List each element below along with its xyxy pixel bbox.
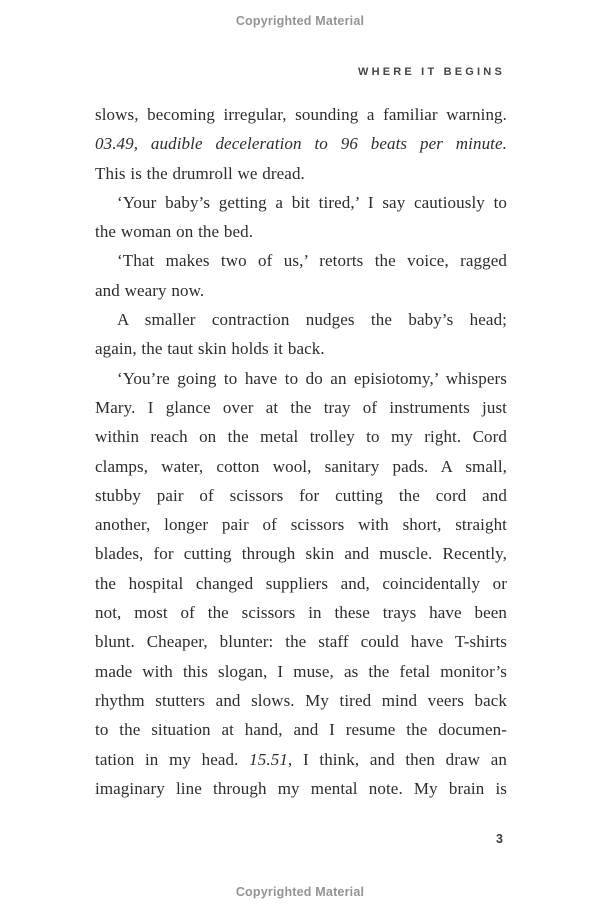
- text-line: [95, 569, 507, 598]
- text-segment: to the situation at hand, and I resume the documen-: [95, 720, 507, 740]
- text-segment: within reach on the metal trolley to my right. Cord: [95, 427, 507, 447]
- text-line: [95, 539, 507, 568]
- body-text: [95, 100, 507, 803]
- text-line: [95, 129, 507, 158]
- text-line: [95, 334, 507, 363]
- running-header: WHERE IT BEGINS: [357, 66, 505, 78]
- text-segment: slows, becoming irregular, sounding a familiar warning.: [95, 105, 507, 124]
- text-segment: not, most of the scissors in these trays have been: [95, 603, 507, 623]
- text-segment: blunt. Cheaper, blunter: the staff could have T-shirts: [95, 632, 507, 652]
- text-line: [95, 715, 507, 744]
- text-segment: imaginary line through my mental note. My brain is: [95, 778, 507, 798]
- text-segment: rhythm stutters and slows. My tired mind veers back: [95, 690, 507, 710]
- text-segment: ‘That makes two of us,’ retorts the voice, ragged: [117, 251, 507, 271]
- italic-text-segment: 03.49, audible deceleration to 96 beats per minute.: [95, 134, 507, 154]
- text-segment: tation in my head.: [95, 749, 250, 769]
- text-segment: , I think, and then draw an: [287, 749, 507, 769]
- text-line: [95, 774, 507, 803]
- text-line: [95, 452, 507, 481]
- text-line: [95, 159, 507, 188]
- text-line: [95, 100, 507, 129]
- text-line: [95, 246, 507, 275]
- text-segment: blades, for cutting through skin and muscle. Recently,: [95, 544, 507, 564]
- text-line: [95, 364, 507, 393]
- text-segment: and weary now.: [95, 280, 205, 300]
- text-line: [95, 510, 507, 539]
- text-segment: ‘Your baby’s getting a bit tired,’ I say cautiously to: [117, 192, 507, 212]
- text-segment: stubby pair of scissors for cutting the cord and: [95, 485, 507, 505]
- text-segment: Mary. I glance over at the tray of instruments just: [95, 397, 507, 417]
- copyright-notice-bottom: Copyrighted Material: [235, 885, 365, 899]
- text-segment: ‘You’re going to have to do an episiotomy,’ whispers: [117, 368, 507, 388]
- text-segment: another, longer pair of scissors with short, straight: [95, 515, 507, 535]
- text-segment: again, the taut skin holds it back.: [95, 339, 325, 359]
- text-segment: the hospital changed suppliers and, coincidentally or: [95, 573, 507, 593]
- text-line: [95, 188, 507, 217]
- paragraph: [95, 364, 507, 803]
- text-line: [95, 686, 507, 715]
- text-line: [95, 657, 507, 686]
- paragraph: [95, 100, 507, 188]
- text-segment: A smaller contraction nudges the baby’s head;: [117, 310, 507, 330]
- text-segment: This is the drumroll we dread.: [95, 163, 305, 183]
- text-line: [95, 393, 507, 422]
- paragraph: [95, 305, 507, 364]
- text-line: [95, 745, 507, 774]
- text-line: [95, 217, 507, 246]
- italic-text-segment: 15.51: [249, 749, 288, 769]
- paragraph: [95, 246, 507, 305]
- copyright-notice-top: Copyrighted Material: [235, 14, 365, 28]
- text-line: [95, 481, 507, 510]
- text-line: [95, 276, 507, 305]
- text-segment: made with this slogan, I muse, as the fetal monitor’s: [95, 661, 507, 681]
- text-line: [95, 305, 507, 334]
- text-segment: clamps, water, cotton wool, sanitary pads. A small,: [95, 456, 507, 476]
- text-line: [95, 598, 507, 627]
- text-line: [95, 422, 507, 451]
- paragraph: [95, 188, 507, 247]
- page-number: 3: [496, 832, 503, 846]
- text-segment: the woman on the bed.: [95, 222, 254, 242]
- text-line: [95, 627, 507, 656]
